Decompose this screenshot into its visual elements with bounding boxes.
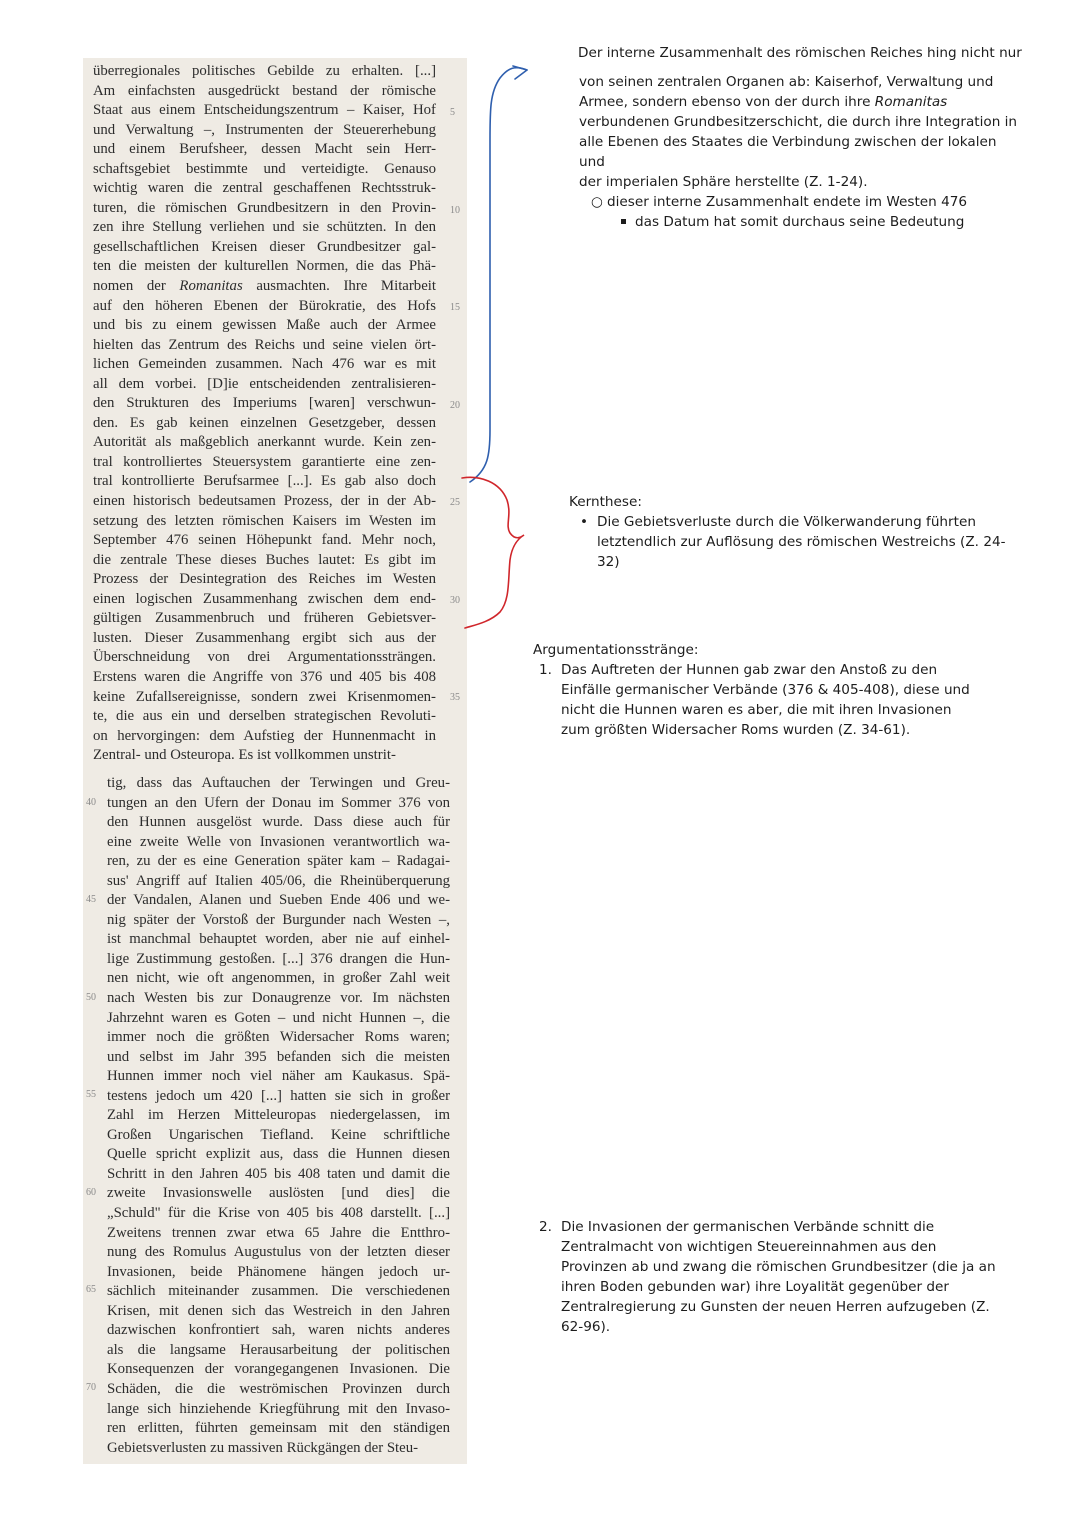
source-line: gültigen Zusammenbruch und früheren Gebietsver- bbox=[93, 610, 436, 627]
source-line: hielten das Zentrum des Reichs und seine vielen ört- bbox=[93, 336, 436, 353]
note1-subsub-bullet: das Datum hat somit durchaus seine Bedeutung bbox=[635, 212, 1019, 232]
source-line: Konsequenzen der vorangegangenen Invasionen. Die bbox=[107, 1361, 450, 1378]
note1-line: alle Ebenen des Staates die Verbindung zwischen der lokalen und bbox=[579, 134, 997, 170]
source-line: lige Zustimmung gestoßen. [...] 376 drangen die Hun- bbox=[107, 950, 450, 967]
line-number: 55 bbox=[86, 1089, 96, 1100]
source-line: zweite Invasionswelle auslösten [und dies] die bbox=[107, 1185, 450, 1202]
romanitas-term: Romanitas bbox=[874, 94, 948, 110]
note2-bullet: • Die Gebietsverluste durch die Völkerwanderung führten letztendlich zur Auflösung des römischen Westreichs (Z. 24-32) bbox=[580, 514, 1006, 570]
source-line: Jahrzehnt waren es Goten – und nicht Hunnen –, die bbox=[107, 1009, 450, 1026]
note2-heading: Kernthese: bbox=[569, 494, 642, 510]
source-line: und selbst im Jahr 395 befanden sich die meisten bbox=[107, 1048, 450, 1065]
source-line: lichen Gemeinden zusammen. Nach 476 war es mit bbox=[93, 356, 436, 373]
note1-sub-list bbox=[591, 192, 1019, 232]
source-line: Krisen, mit denen sich das Westreich in den Jahren bbox=[107, 1302, 450, 1319]
line-number: 65 bbox=[86, 1284, 96, 1295]
note1-line: verbundenen Grundbesitzerschicht, die durch ihre Integration in bbox=[579, 114, 1018, 130]
source-line: September 476 seinen Höhepunkt fand. Mehr noch, bbox=[93, 532, 436, 549]
line-number: 20 bbox=[450, 400, 460, 411]
note1-subsub-list bbox=[635, 212, 1019, 232]
source-line: turen, die römischen Grundbesitzern in den Provin- bbox=[93, 199, 436, 216]
line-number: 35 bbox=[450, 692, 460, 703]
note1-line: der imperialen Sphäre herstellte (Z. 1-24). bbox=[579, 174, 868, 190]
note2-list bbox=[580, 512, 1019, 572]
source-line: tral kontrolliertes Steuersystem garantierte eine zen- bbox=[93, 453, 436, 470]
source-line: schaftsgebiet bestimmte und verteidigte. Genauso bbox=[93, 160, 436, 177]
source-line: einen logischen Zusammenhang zwischen dem end- bbox=[93, 590, 436, 607]
source-line: lange sich hinziehende Kriegführung mit den Invaso- bbox=[107, 1400, 450, 1417]
source-line: dazwischen konfrontiert sah, waren nichts anderes bbox=[107, 1322, 450, 1339]
source-line: Gebietsverlusten zu massiven Rückgängen der Steu- bbox=[107, 1439, 419, 1456]
source-line: setzung des letzten römischen Kaisers im Westen im bbox=[93, 512, 436, 529]
bullet-dot-icon: • bbox=[580, 514, 589, 530]
source-line: testens jedoch um 420 [...] hatten sie sich in großer bbox=[107, 1087, 450, 1104]
line-number: 50 bbox=[86, 992, 96, 1003]
source-line: tig, dass das Auftauchen der Terwingen und Greu- bbox=[107, 775, 450, 791]
source-line: Prozess der Desintegration des Reiches im Westen bbox=[93, 571, 436, 588]
note-kernthese bbox=[569, 492, 1019, 572]
source-line: Invasionen, beide Phänomene hängen jedoch ur- bbox=[107, 1263, 450, 1280]
source-line: Zahl im Herzen Mitteleuropas niedergelassen, im bbox=[107, 1107, 450, 1124]
line-number: 40 bbox=[86, 797, 96, 808]
source-line: on hervorgingen: dem Aufstieg der Hunnenmacht in bbox=[93, 727, 436, 744]
romanitas-term: Romanitas bbox=[179, 278, 243, 295]
note-argumentation bbox=[533, 640, 983, 740]
source-line: und Verwaltung –, Instrumenten der Steuererhebung bbox=[93, 121, 436, 138]
source-line: einen historisch bedeutsamen Prozess, der in der Ab- bbox=[93, 493, 436, 510]
source-line: Schäden, die die weströmischen Provinzen durch bbox=[107, 1380, 450, 1397]
source-line: auf den höheren Ebenen der Bürokratie, des Hofs bbox=[93, 297, 436, 314]
line-number: 5 bbox=[450, 107, 455, 118]
source-text-block-1 bbox=[93, 62, 436, 766]
blue-bracket-arrow bbox=[513, 66, 527, 79]
source-line: Am einfachsten ausgedrückt bestand der römische bbox=[93, 82, 436, 99]
source-line: überregionales politisches Gebilde zu erhalten. [...] bbox=[93, 63, 436, 79]
line-number: 25 bbox=[450, 497, 460, 508]
source-line: Hunnen immer noch viel näher am Kaukasus. Spä- bbox=[107, 1068, 450, 1085]
blue-bracket bbox=[470, 68, 527, 482]
source-line: nig später der Vorstoß der Burgunder nach Westen –, bbox=[107, 911, 450, 928]
line-number: 15 bbox=[450, 302, 460, 313]
note4-list bbox=[539, 1217, 1001, 1337]
source-line: ten die meisten der kulturellen Normen, die das Phä- bbox=[93, 258, 436, 275]
line-number: 60 bbox=[86, 1187, 96, 1198]
source-line: den. Es gab keinen einzelnen Gesetzgeber, dessen bbox=[93, 414, 436, 431]
line-number: 70 bbox=[86, 1382, 96, 1393]
source-line: den Strukturen des Imperiums [waren] verschwun- bbox=[93, 395, 436, 412]
line-number: 30 bbox=[450, 595, 460, 606]
source-line: Überschneidung von drei Argumentationssträngen. bbox=[93, 649, 436, 666]
source-line: gesellschaftlichen Kreisen dieser Grundbesitzer gal- bbox=[93, 238, 436, 255]
source-line: immer noch die größten Widersacher Roms waren; bbox=[107, 1029, 450, 1046]
source-line: eine zweite Welle von Invasionen verantwortlich wa- bbox=[107, 833, 450, 850]
red-bracket bbox=[462, 477, 524, 628]
source-line: der Vandalen, Alanen und Sueben Ende 406 und we- bbox=[107, 892, 450, 909]
source-line: sus' Angriff auf Italien 405/06, die Rheinüberquerung bbox=[107, 872, 450, 889]
source-line: und einem Berufsheer, dessen Macht sein Herr- bbox=[93, 141, 436, 158]
source-line: Quelle spricht explizit aus, dass die Hunnen diesen bbox=[107, 1146, 450, 1163]
source-line: nen nicht, wie oft angenommen, in großer Zahl weit bbox=[107, 970, 450, 987]
note1-line: von seinen zentralen Organen ab: Kaiserhof, Verwaltung und bbox=[579, 74, 994, 90]
source-line: sächlich miteinander zusammen. Die verschiedenen bbox=[107, 1283, 450, 1300]
source-line: tral kontrollierte Berufsarmee [...]. Es gab also doch bbox=[93, 473, 436, 490]
source-line: und bis zu einem gewissen Maße auch der Armee bbox=[93, 317, 436, 334]
source-line: zen ihre Stellung verliehen und sie schützten. In den bbox=[93, 219, 436, 236]
source-line: ren erlitten, führten gemeinsam mit den ständigen bbox=[107, 1420, 450, 1437]
source-text-block-2 bbox=[107, 774, 450, 1458]
note3-heading: Argumentationsstränge: bbox=[533, 642, 699, 658]
source-line: lusten. Dieser Zusammenhang ergibt sich aus der bbox=[93, 629, 436, 646]
source-line: den Hunnen ausgelöst wurde. Dass diese auch für bbox=[107, 814, 450, 831]
source-line: als die langsame Herausarbeitung der politischen bbox=[107, 1341, 450, 1358]
hollow-circle-bullet-icon: ○ bbox=[591, 194, 603, 210]
note1-sub-bullet: ○ dieser interne Zusammenhalt endete im Westen 476 das Datum hat somit durchaus seine Bedeutung bbox=[607, 192, 1019, 232]
source-line: Zweitens trennen zwar etwa 65 Jahre die Entthro- bbox=[107, 1224, 450, 1241]
source-line: nomen der Romanitas ausmachten. Ihre Mitarbeit bbox=[93, 278, 436, 295]
source-line: all dem vorbei. [D]ie entscheidenden zentralisieren- bbox=[93, 375, 436, 392]
source-line: Zentral- und Osteuropa. Es ist vollkommen unstrit- bbox=[93, 747, 396, 764]
line-number: 10 bbox=[450, 205, 460, 216]
source-line: ist manchmal behauptet worden, aber nie auf einhel- bbox=[107, 931, 450, 948]
note1-line: Armee, sondern ebenso von der durch ihre Romanitas bbox=[579, 94, 948, 110]
source-line: keine Zufallsereignisse, sondern zwei Krisenmomen- bbox=[93, 688, 436, 705]
line-number: 45 bbox=[86, 894, 96, 905]
source-line: te, die aus ein und derselben strategischen Revoluti- bbox=[93, 708, 436, 725]
note-argumentation-2 bbox=[539, 1217, 1001, 1337]
source-line: nach Westen bis zur Donaugrenze vor. Im nächsten bbox=[107, 990, 450, 1007]
source-line: wichtig waren die zentral geschaffenen Rechtsstruk- bbox=[93, 180, 436, 197]
source-line: die zentrale These dieses Buches lautet: Es gibt im bbox=[93, 551, 436, 568]
source-line: ren, zu der es eine Generation später kam – Radagai- bbox=[107, 853, 450, 870]
source-line: Autorität als maßgeblich anerkannt wurde. Kein zen- bbox=[93, 434, 436, 451]
note4-item: 2. Die Invasionen der germanischen Verbände schnitt die Zentralmacht von wichtigen Steuereinnahmen aus den Provinzen ab und zwang die römischen Grundbesitzer (die ja an ihren Boden gebunden war) ihre Loyalität gegenüber der Zentralregierung zu Gunsten der neuen Herren aufzugeben (Z. 62-96). bbox=[539, 1219, 996, 1335]
note1-cut-line: Der interne Zusammenhalt des römischen Reiches hing nicht nur bbox=[578, 45, 1022, 61]
source-line: Schritt in den Jahren 405 bis 408 taten und damit die bbox=[107, 1165, 450, 1182]
note3-list bbox=[539, 660, 983, 740]
note-summary-1 bbox=[579, 72, 1019, 232]
source-line: „Schuld" für die Krise von 405 bis 408 darstellt. [...] bbox=[107, 1205, 450, 1222]
source-line: Staat aus einem Entscheidungszentrum – Kaiser, Hof bbox=[93, 102, 436, 119]
square-bullet-icon bbox=[621, 219, 626, 224]
source-line: Erstens waren die Angriffe von 376 und 405 bis 408 bbox=[93, 668, 436, 685]
source-line: tungen an den Ufern der Donau im Sommer 376 von bbox=[107, 794, 450, 811]
source-line: Großen Ungarischen Tiefland. Keine schriftliche bbox=[107, 1126, 450, 1143]
source-line: nung des Romulus Augustulus von der letzten dieser bbox=[107, 1244, 450, 1261]
note3-item: 1. Das Auftreten der Hunnen gab zwar den Anstoß zu den Einfälle germanischer Verbände (376 & 405-408), diese und nicht die Hunnen waren es aber, die mit ihren Invasionen zum größten Widersacher Roms wurden (Z. 34-61). bbox=[539, 662, 970, 738]
